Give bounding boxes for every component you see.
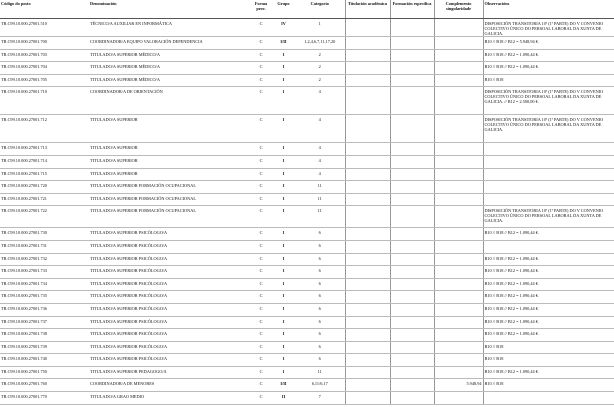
cell-denominacion: COORDINADOR/A DE MENORES xyxy=(89,379,250,392)
cell-complemento xyxy=(434,329,483,342)
cell-complemento xyxy=(434,291,483,304)
cell-codigo: TR.C99.10.000.27001.731 xyxy=(0,240,89,253)
cell-codigo: TR.C99.10.000.27001.737 xyxy=(0,316,89,329)
cell-complemento xyxy=(434,87,483,115)
cell-forma-prov: C xyxy=(250,74,272,87)
cell-formacion xyxy=(390,253,434,266)
cell-complemento xyxy=(434,341,483,354)
cell-complemento xyxy=(434,266,483,279)
cell-observacions: B10 // B18 // B12 = 1.090,44 €. xyxy=(483,291,614,304)
cell-categoria: 6 xyxy=(295,266,345,279)
cell-titulacion xyxy=(345,354,390,367)
cell-observacions: DISPOSICIÓN TRANSITORIA 10ª (1ª PARTE) DO V CONVENIO COLECTIVO ÚNICO DO PERSOAL LABORAL DA XUNTA DE GALICIA. xyxy=(483,115,614,143)
table-row xyxy=(0,278,614,291)
cell-forma-prov: C xyxy=(250,303,272,316)
cell-forma-prov: C xyxy=(250,37,272,50)
cell-codigo: TR.C99.10.000.27001.722 xyxy=(0,206,89,228)
cell-forma-prov: C xyxy=(250,366,272,379)
cell-titulacion xyxy=(345,87,390,115)
cell-formacion xyxy=(390,316,434,329)
cell-observacions: B10 // B18 xyxy=(483,341,614,354)
cell-codigo: TR.C99.10.000.27001.710 xyxy=(0,87,89,115)
cell-forma-prov: C xyxy=(250,291,272,304)
cell-formacion xyxy=(390,87,434,115)
cell-complemento xyxy=(434,168,483,181)
cell-observacions: B10 // B18 // B12 = 1.090,44 €. xyxy=(483,303,614,316)
cell-formacion xyxy=(390,181,434,194)
cell-titulacion xyxy=(345,37,390,50)
header-categoria: Categoría xyxy=(295,0,345,19)
cell-codigo: TR.C99.10.000.27001.510 xyxy=(0,19,89,37)
cell-formacion xyxy=(390,168,434,181)
cell-complemento xyxy=(434,316,483,329)
cell-denominacion: TITULADO/A SUPERIOR PSICÓLOGO/A xyxy=(89,253,250,266)
cell-codigo: TR.C99.10.000.27001.720 xyxy=(0,181,89,194)
cell-formacion xyxy=(390,228,434,241)
cell-denominacion: TITULADO/A SUPERIOR xyxy=(89,115,250,143)
cell-denominacion: TITULADO/A SUPERIOR FORMACIÓN OCUPACIONAL xyxy=(89,181,250,194)
cell-forma-prov: C xyxy=(250,392,272,405)
cell-forma-prov: C xyxy=(250,143,272,156)
cell-grupo: I xyxy=(272,155,295,168)
cell-formacion xyxy=(390,329,434,342)
table-row xyxy=(0,366,614,379)
cell-forma-prov: C xyxy=(250,379,272,392)
cell-complemento xyxy=(434,303,483,316)
cell-formacion xyxy=(390,266,434,279)
header-titulacion: Titulación académica xyxy=(345,0,390,19)
cell-denominacion: TITULADO/A GRAO MEDIO xyxy=(89,392,250,405)
cell-forma-prov: C xyxy=(250,329,272,342)
cell-titulacion xyxy=(345,228,390,241)
cell-grupo: I xyxy=(272,206,295,228)
cell-codigo: TR.C99.10.000.27001.721 xyxy=(0,193,89,206)
cell-denominacion: TITULADO/A SUPERIOR PSICÓLOGO/A xyxy=(89,278,250,291)
cell-titulacion xyxy=(345,206,390,228)
header-grupo: Grupo xyxy=(272,0,295,19)
cell-grupo: I xyxy=(272,366,295,379)
cell-complemento: 5.948,94 xyxy=(434,379,483,392)
cell-complemento xyxy=(434,74,483,87)
cell-titulacion xyxy=(345,266,390,279)
cell-forma-prov: C xyxy=(250,19,272,37)
cell-grupo: I xyxy=(272,228,295,241)
table-row xyxy=(0,193,614,206)
cell-titulacion xyxy=(345,316,390,329)
cell-categoria: 6 xyxy=(295,253,345,266)
cell-observacions xyxy=(483,155,614,168)
cell-denominacion: TITULADO/A SUPERIOR PSICÓLOGO/A xyxy=(89,354,250,367)
cell-titulacion xyxy=(345,115,390,143)
table-row xyxy=(0,37,614,50)
cell-grupo: II xyxy=(272,392,295,405)
cell-observacions: DISPOSICIÓN TRANSITORIA 10ª (1ª PARTE) DO V CONVENIO COLECTIVO ÚNICO DO PERSOAL LABORAL DA XUNTA DE GALICIA. xyxy=(483,19,614,37)
cell-denominacion: TITULADO/A SUPERIOR xyxy=(89,168,250,181)
cell-grupo: I xyxy=(272,62,295,75)
cell-categoria: 1,2,4,6,7,11,17,20 xyxy=(295,37,345,50)
header-formacion: Formación específica xyxy=(390,0,434,19)
cell-forma-prov: C xyxy=(250,354,272,367)
cell-formacion xyxy=(390,62,434,75)
cell-codigo: TR.C99.10.000.27001.733 xyxy=(0,266,89,279)
cell-grupo: I/II xyxy=(272,37,295,50)
cell-titulacion xyxy=(345,329,390,342)
cell-denominacion: TITULADO/A SUPERIOR MÉDICO/A xyxy=(89,62,250,75)
table-row xyxy=(0,74,614,87)
cell-titulacion xyxy=(345,181,390,194)
table-row xyxy=(0,19,614,37)
cell-forma-prov: C xyxy=(250,266,272,279)
cell-formacion xyxy=(390,74,434,87)
cell-codigo: TR.C99.10.000.27001.734 xyxy=(0,278,89,291)
cell-complemento xyxy=(434,181,483,194)
cell-categoria: 6 xyxy=(295,316,345,329)
cell-formacion xyxy=(390,354,434,367)
cell-forma-prov: C xyxy=(250,240,272,253)
cell-forma-prov: C xyxy=(250,87,272,115)
cell-grupo: I xyxy=(272,168,295,181)
cell-titulacion xyxy=(345,253,390,266)
table-row xyxy=(0,115,614,143)
cell-denominacion: TITULADO/A SUPERIOR FORMACIÓN OCUPACIONAL xyxy=(89,206,250,228)
cell-codigo: TR.C99.10.000.27001.713 xyxy=(0,143,89,156)
table-row xyxy=(0,266,614,279)
cell-formacion xyxy=(390,379,434,392)
cell-observacions: B10 // B18 // B12 = 1.090,44 €. xyxy=(483,329,614,342)
cell-formacion xyxy=(390,240,434,253)
cell-categoria: 6 xyxy=(295,341,345,354)
cell-forma-prov: C xyxy=(250,155,272,168)
cell-titulacion xyxy=(345,74,390,87)
cell-formacion xyxy=(390,143,434,156)
table-row xyxy=(0,253,614,266)
cell-denominacion: COORDINADOR/A DE ORIENTACIÓN xyxy=(89,87,250,115)
table-row xyxy=(0,379,614,392)
cell-titulacion xyxy=(345,379,390,392)
cell-grupo: I xyxy=(272,316,295,329)
cell-complemento xyxy=(434,278,483,291)
cell-titulacion xyxy=(345,392,390,405)
table-row xyxy=(0,240,614,253)
cell-observacions xyxy=(483,240,614,253)
cell-denominacion: TITULADO/A SUPERIOR MÉDICO/A xyxy=(89,74,250,87)
cell-denominacion: TÉCNICO/A AUXILIAR EN INFORMÁTICA xyxy=(89,19,250,37)
cell-titulacion xyxy=(345,168,390,181)
cell-complemento xyxy=(434,37,483,50)
cell-formacion xyxy=(390,49,434,62)
cell-grupo: I xyxy=(272,193,295,206)
cell-observacions: B10 // B18 // B12 = 1.090,44 €. xyxy=(483,316,614,329)
cell-complemento xyxy=(434,206,483,228)
header-complemento: Complemento singularidade xyxy=(434,0,483,19)
table-row xyxy=(0,87,614,115)
cell-titulacion xyxy=(345,303,390,316)
cell-denominacion: TITULADO/A SUPERIOR PSICÓLOGO/A xyxy=(89,266,250,279)
cell-formacion xyxy=(390,303,434,316)
header-denominacion: Denominación xyxy=(89,0,250,19)
cell-grupo: I xyxy=(272,253,295,266)
cell-codigo: TR.C99.10.000.27001.736 xyxy=(0,303,89,316)
cell-denominacion: TITULADO/A SUPERIOR MÉDICO/A xyxy=(89,49,250,62)
cell-categoria: 11 xyxy=(295,366,345,379)
table-row xyxy=(0,206,614,228)
cell-complemento xyxy=(434,240,483,253)
cell-forma-prov: C xyxy=(250,341,272,354)
cell-codigo: TR.C99.10.000.27001.703 xyxy=(0,49,89,62)
header-observacions: Observacións xyxy=(483,0,614,19)
cell-complemento xyxy=(434,253,483,266)
cell-codigo: TR.C99.10.000.27001.739 xyxy=(0,341,89,354)
cell-observacions: B10 // B18 // B12 = 1.090,44 €. xyxy=(483,228,614,241)
cell-titulacion xyxy=(345,278,390,291)
cell-categoria: 6 xyxy=(295,228,345,241)
cell-observacions: DISPOSICIÓN TRANSITORIA 10ª (1ª PARTE) DO V CONVENIO COLECTIVO ÚNICO DO PERSOAL LABORAL DA XUNTA DE GALICIA. xyxy=(483,206,614,228)
cell-titulacion xyxy=(345,366,390,379)
cell-grupo: I xyxy=(272,341,295,354)
cell-formacion xyxy=(390,392,434,405)
cell-complemento xyxy=(434,366,483,379)
cell-complemento xyxy=(434,228,483,241)
cell-denominacion: TITULADO/A SUPERIOR PSICÓLOGO/A xyxy=(89,316,250,329)
cell-complemento xyxy=(434,143,483,156)
cell-denominacion: TITULADO/A SUPERIOR FORMACIÓN OCUPACIONAL xyxy=(89,193,250,206)
table-row xyxy=(0,329,614,342)
cell-categoria: 4 xyxy=(295,155,345,168)
cell-observacions xyxy=(483,143,614,156)
cell-formacion xyxy=(390,341,434,354)
cell-complemento xyxy=(434,193,483,206)
cell-complemento xyxy=(434,49,483,62)
cell-denominacion: TITULADO/A SUPERIOR PEDAGOGO/A xyxy=(89,366,250,379)
cell-grupo: I xyxy=(272,49,295,62)
cell-complemento xyxy=(434,354,483,367)
cell-codigo: TR.C99.10.000.27001.738 xyxy=(0,329,89,342)
cell-complemento xyxy=(434,62,483,75)
cell-grupo: I xyxy=(272,143,295,156)
cell-codigo: TR.C99.10.000.27001.750 xyxy=(0,366,89,379)
cell-observacions xyxy=(483,193,614,206)
cell-formacion xyxy=(390,37,434,50)
cell-denominacion: TITULADO/A SUPERIOR PSICÓLOGO/A xyxy=(89,291,250,304)
cell-categoria: 2 xyxy=(295,74,345,87)
cell-complemento xyxy=(434,115,483,143)
cell-grupo: I xyxy=(272,240,295,253)
cell-titulacion xyxy=(345,193,390,206)
table-row xyxy=(0,49,614,62)
cell-observacions: B10 // B18 // B12 = 1.090,44 €. xyxy=(483,278,614,291)
cell-codigo: TR.C99.10.000.27001.714 xyxy=(0,155,89,168)
cell-observacions xyxy=(483,168,614,181)
header-codigo: Código do posto xyxy=(0,0,89,19)
cell-codigo: TR.C99.10.000.27001.732 xyxy=(0,253,89,266)
cell-grupo: I xyxy=(272,181,295,194)
cell-grupo: I xyxy=(272,115,295,143)
cell-codigo: TR.C99.10.000.27001.740 xyxy=(0,354,89,367)
cell-formacion xyxy=(390,366,434,379)
cell-categoria: 6 xyxy=(295,354,345,367)
table-row xyxy=(0,168,614,181)
table-row xyxy=(0,62,614,75)
cell-categoria: 4 xyxy=(295,168,345,181)
table-body xyxy=(0,19,614,405)
cell-grupo: IV xyxy=(272,19,295,37)
table-header-row xyxy=(0,0,614,19)
cell-observacions: DISPOSICIÓN TRANSITORIA 10ª (1ª PARTE) DO V CONVENIO COLECTIVO ÚNICO DO PERSOAL LABORAL DA XUNTA DE GALICIA. // B12 = 2.500,00 €. xyxy=(483,87,614,115)
cell-forma-prov: C xyxy=(250,316,272,329)
cell-observacions: B10 // B18 // B12 = 1.090,44 €. xyxy=(483,62,614,75)
cell-grupo: I xyxy=(272,278,295,291)
cell-forma-prov: C xyxy=(250,206,272,228)
cell-observacions: B10 // B18 // B12 = 5.948,94 €. xyxy=(483,37,614,50)
cell-codigo: TR.C99.10.000.27001.712 xyxy=(0,115,89,143)
cell-denominacion: TITULADO/A SUPERIOR PSICÓLOGO/A xyxy=(89,341,250,354)
cell-formacion xyxy=(390,19,434,37)
cell-denominacion: TITULADO/A SUPERIOR xyxy=(89,155,250,168)
cell-categoria: 6 xyxy=(295,303,345,316)
cell-observacions: B10 // B18 xyxy=(483,74,614,87)
table-row xyxy=(0,316,614,329)
cell-codigo: TR.C99.10.000.27001.704 xyxy=(0,62,89,75)
cell-denominacion: TITULADO/A SUPERIOR PSICÓLOGO/A xyxy=(89,329,250,342)
cell-formacion xyxy=(390,115,434,143)
cell-categoria: 6 xyxy=(295,329,345,342)
cell-codigo: TR.C99.10.000.27001.770 xyxy=(0,392,89,405)
cell-codigo: TR.C99.10.000.27001.715 xyxy=(0,168,89,181)
cell-complemento xyxy=(434,392,483,405)
cell-titulacion xyxy=(345,291,390,304)
cell-complemento xyxy=(434,19,483,37)
cell-codigo: TR.C99.10.000.27001.735 xyxy=(0,291,89,304)
table-row xyxy=(0,143,614,156)
cell-forma-prov: C xyxy=(250,115,272,143)
cell-grupo: I xyxy=(272,291,295,304)
table-row xyxy=(0,392,614,405)
cell-formacion xyxy=(390,206,434,228)
table-row xyxy=(0,291,614,304)
cell-grupo: I xyxy=(272,329,295,342)
cell-categoria: 6,11/6,17 xyxy=(295,379,345,392)
cell-observacions: B10 // B18 // B12 = 1.090,44 €. xyxy=(483,266,614,279)
cell-complemento xyxy=(434,155,483,168)
table-row xyxy=(0,354,614,367)
cell-grupo: I xyxy=(272,354,295,367)
cell-forma-prov: C xyxy=(250,278,272,291)
cell-forma-prov: C xyxy=(250,49,272,62)
cell-formacion xyxy=(390,155,434,168)
cell-titulacion xyxy=(345,240,390,253)
cell-titulacion xyxy=(345,62,390,75)
cell-observacions: B10 // B18 // B12 = 1.090,44 €. xyxy=(483,49,614,62)
table-row xyxy=(0,303,614,316)
cell-observacions: B10 // B18 xyxy=(483,379,614,392)
cell-forma-prov: C xyxy=(250,253,272,266)
cell-categoria: 4 xyxy=(295,143,345,156)
cell-denominacion: TITULADO/A SUPERIOR PSICÓLOGO/A xyxy=(89,228,250,241)
cell-forma-prov: C xyxy=(250,228,272,241)
cell-codigo: TR.C99.10.000.27001.730 xyxy=(0,228,89,241)
cell-categoria: 6 xyxy=(295,278,345,291)
table-row xyxy=(0,228,614,241)
cell-observacions xyxy=(483,392,614,405)
cell-denominacion: TITULADO/A SUPERIOR PSICÓLOGO/A xyxy=(89,240,250,253)
cell-codigo: TR.C99.10.000.27001.705 xyxy=(0,74,89,87)
cell-categoria: 6 xyxy=(295,240,345,253)
cell-categoria: 4 xyxy=(295,115,345,143)
cell-categoria: 1 xyxy=(295,19,345,37)
table-row xyxy=(0,155,614,168)
cell-denominacion: TITULADO/A SUPERIOR xyxy=(89,143,250,156)
header-forma-prov: Forma prov. xyxy=(250,0,272,19)
cell-grupo: I/II xyxy=(272,379,295,392)
cell-formacion xyxy=(390,291,434,304)
cell-titulacion xyxy=(345,155,390,168)
cell-titulacion xyxy=(345,19,390,37)
cell-grupo: I xyxy=(272,74,295,87)
cell-forma-prov: C xyxy=(250,181,272,194)
cell-observacions xyxy=(483,181,614,194)
cell-categoria: 11 xyxy=(295,193,345,206)
cell-forma-prov: C xyxy=(250,62,272,75)
cell-titulacion xyxy=(345,49,390,62)
cell-categoria: 7 xyxy=(295,392,345,405)
cell-categoria: 11 xyxy=(295,206,345,228)
cell-grupo: I xyxy=(272,87,295,115)
cell-categoria: 2 xyxy=(295,49,345,62)
cell-grupo: I xyxy=(272,303,295,316)
cell-formacion xyxy=(390,193,434,206)
table-row xyxy=(0,181,614,194)
cell-forma-prov: C xyxy=(250,168,272,181)
cell-codigo: TR.C99.10.000.27001.760 xyxy=(0,379,89,392)
cell-formacion xyxy=(390,278,434,291)
cell-denominacion: COORDINADOR/A EQUIPO VALORACIÓN DEPENDENCIA xyxy=(89,37,250,50)
cell-observacions: B10 // B18 // B12 = 1.090,44 €. xyxy=(483,253,614,266)
cell-observacions: B10 // B18 // B12 = 1.090,44 €. xyxy=(483,366,614,379)
cell-categoria: 4 xyxy=(295,87,345,115)
cell-forma-prov: C xyxy=(250,193,272,206)
cell-titulacion xyxy=(345,143,390,156)
cell-categoria: 2 xyxy=(295,62,345,75)
cell-observacions: B10 // B18 xyxy=(483,354,614,367)
table-row xyxy=(0,341,614,354)
cell-denominacion: TITULADO/A SUPERIOR PSICÓLOGO/A xyxy=(89,303,250,316)
cell-codigo: TR.C99.10.000.27001.700 xyxy=(0,37,89,50)
cell-categoria: 6 xyxy=(295,291,345,304)
cell-grupo: I xyxy=(272,266,295,279)
cell-titulacion xyxy=(345,341,390,354)
cell-categoria: 11 xyxy=(295,181,345,194)
